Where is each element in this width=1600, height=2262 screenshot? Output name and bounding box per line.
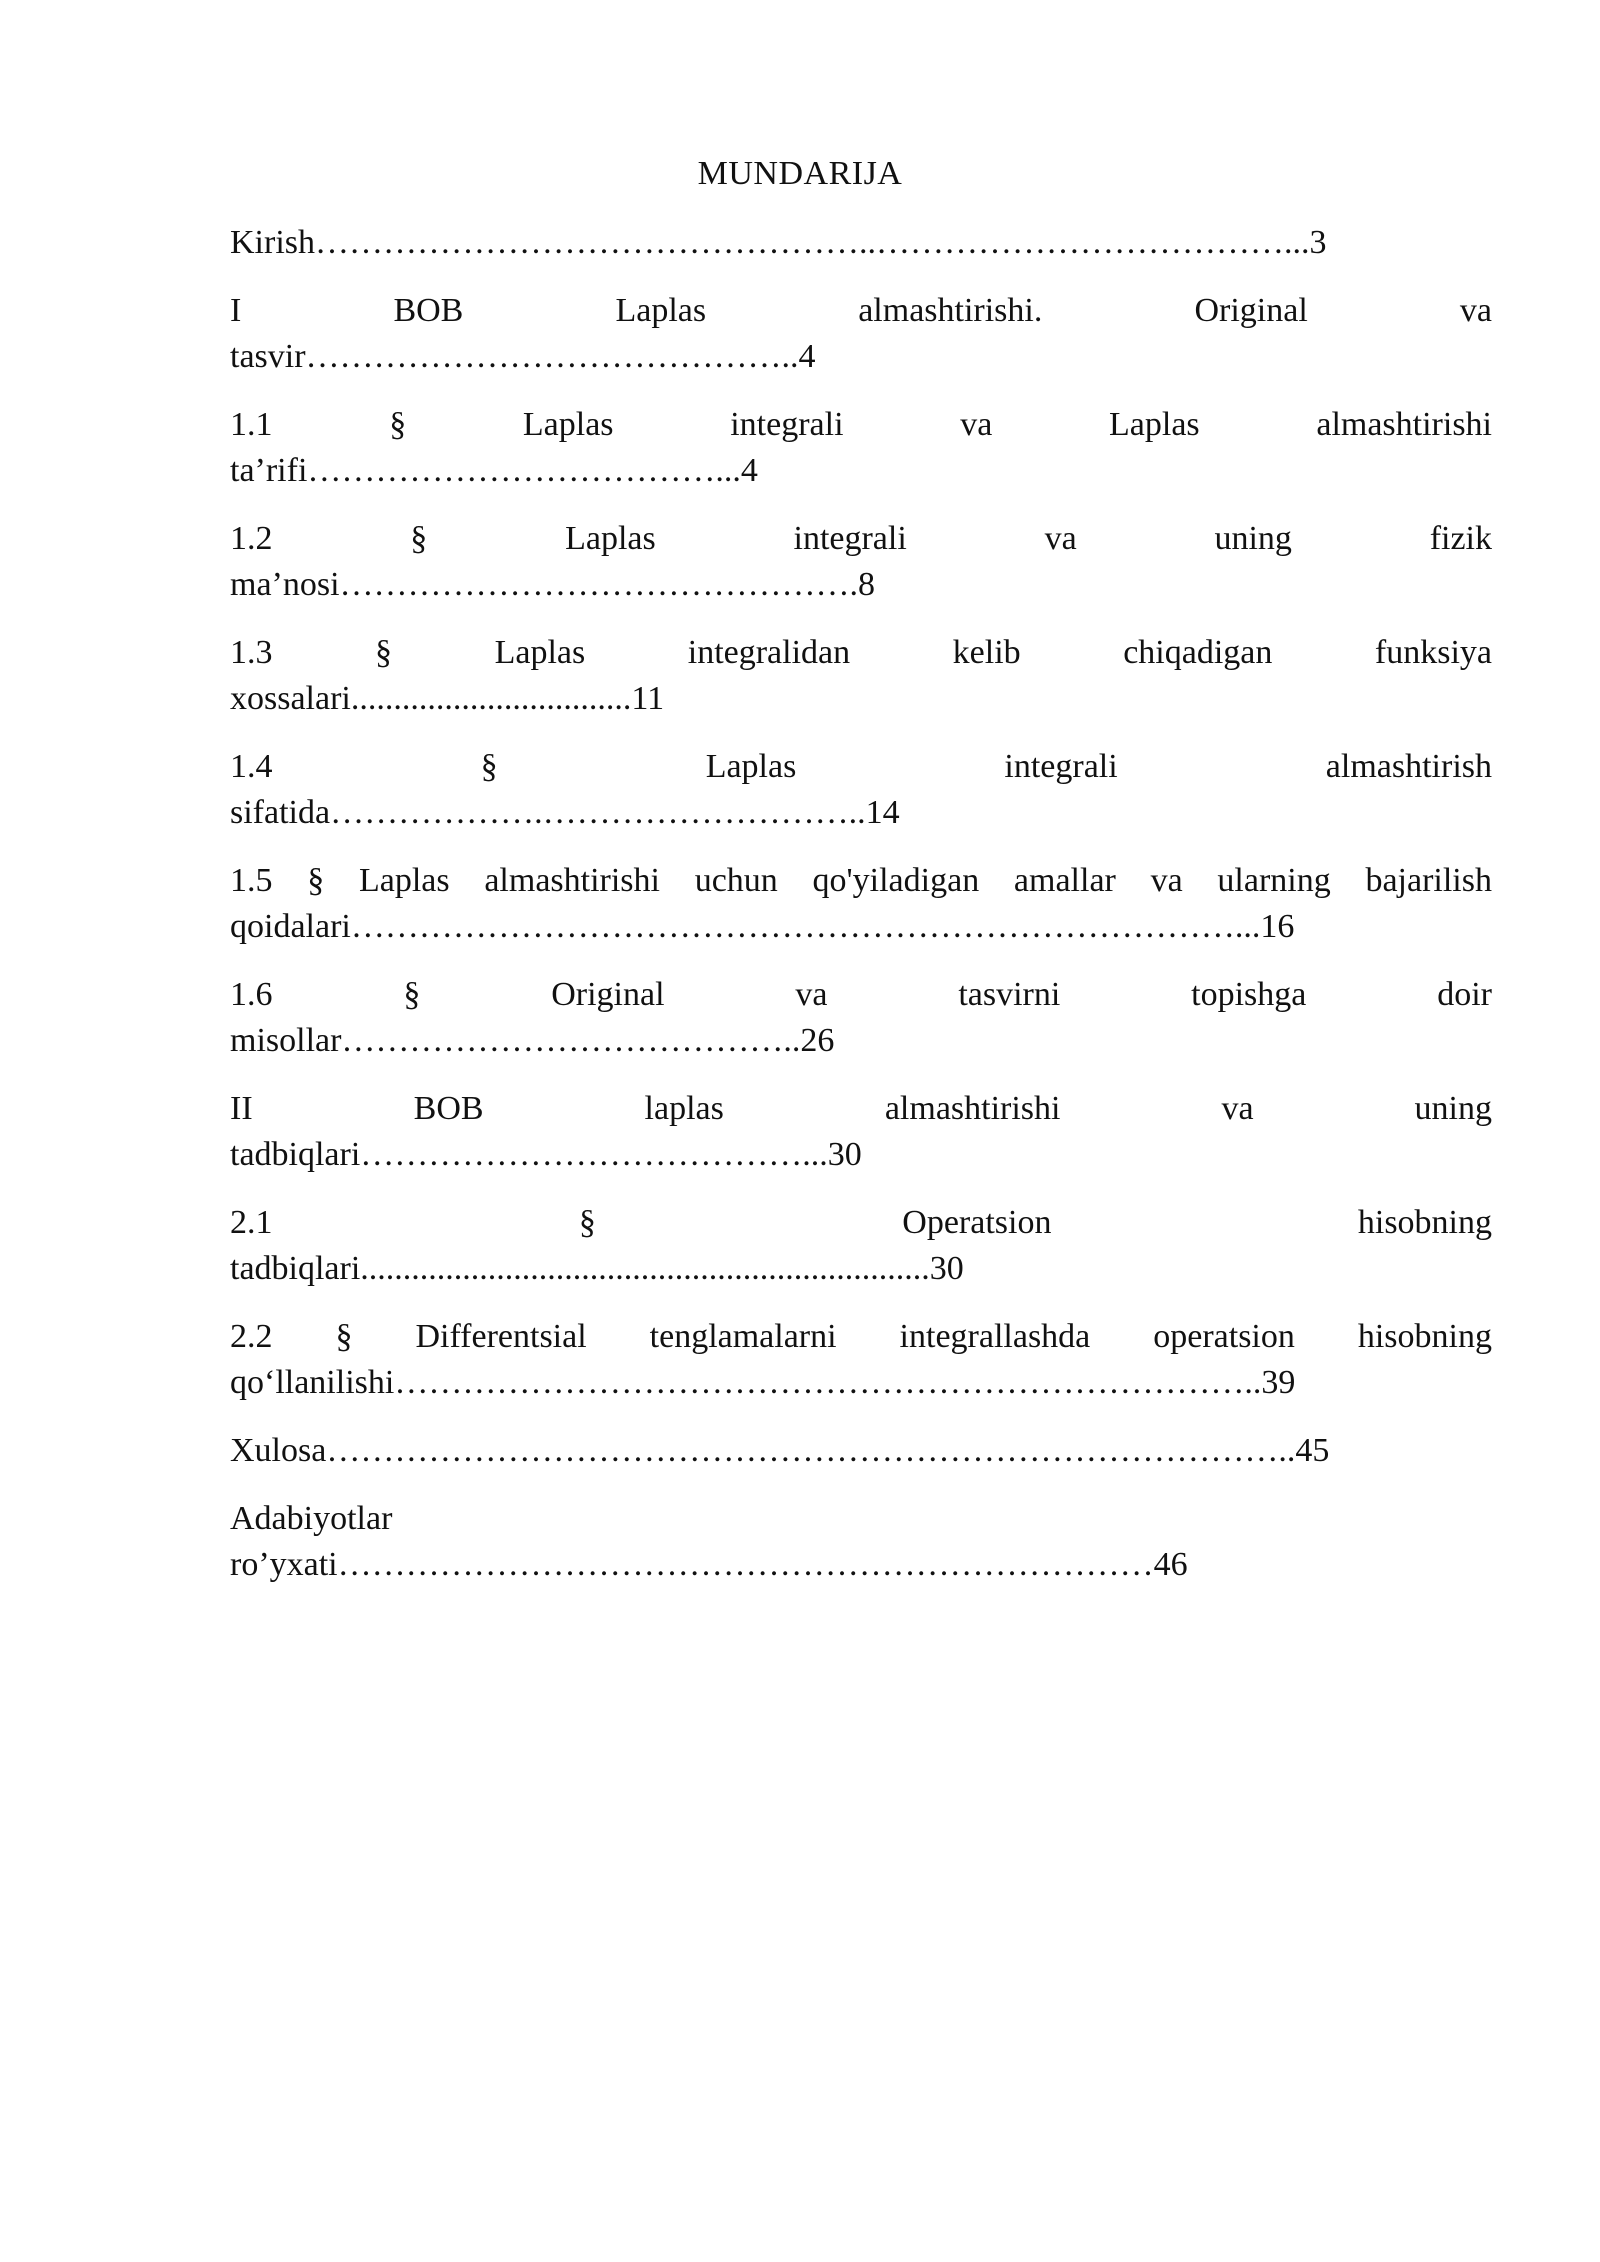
- toc-entry-text: 1.1 § Laplas integrali va Laplas almashtirishi: [230, 406, 1492, 443]
- toc-entry-page-line: tadbiqlari…………………………………...30: [230, 1136, 862, 1173]
- toc-entry-1-1: [230, 402, 1492, 494]
- toc-entry-page-line: ro’yxati………………………………………………………………46: [230, 1546, 1188, 1583]
- toc-entry-page-line: tadbiqlari...................................................................30: [230, 1250, 964, 1287]
- toc-entry-text: 1.4 § Laplas integrali almashtirish: [230, 748, 1492, 785]
- toc-entry-text: 1.6 § Original va tasvirni topishga doir: [230, 976, 1492, 1013]
- toc-entry-1-2: [230, 516, 1492, 608]
- toc-entry-2-1: [230, 1200, 1492, 1292]
- toc-entry-page-line: qoidalari……………………………………………………………………...16: [230, 908, 1295, 945]
- toc-entry-1-3: [230, 630, 1492, 722]
- toc-entry-text: 1.2 § Laplas integrali va uning fizik: [230, 520, 1492, 557]
- toc-entry-text: II BOB laplas almashtirishi va uning: [230, 1090, 1492, 1127]
- toc-entry-kirish: [230, 220, 1492, 266]
- page-title: MUNDARIJA: [697, 155, 903, 192]
- toc-entry-chapter-1: [230, 288, 1492, 380]
- toc-entry-page-line: sifatida……………….………………………..14: [230, 794, 900, 831]
- toc-entry-text: 2.2 § Differentsial tenglamalarni integrallashda operatsion hisobning: [230, 1318, 1492, 1355]
- toc-entry-page-line: ma’nosi……………………………………….8: [230, 566, 876, 603]
- toc-entry-text: Adabiyotlar: [230, 1500, 393, 1537]
- table-of-contents: [230, 220, 1492, 1610]
- toc-entry-1-4: [230, 744, 1492, 836]
- toc-entry-2-2: [230, 1314, 1492, 1406]
- toc-entry-page-line: xossalari.................................11: [230, 680, 665, 717]
- toc-entry-text: Kirish…………………………………………..………………………………...3: [230, 224, 1327, 261]
- toc-entry-adabiyotlar: [230, 1496, 1492, 1588]
- toc-entry-xulosa: [230, 1428, 1492, 1474]
- toc-entry-text: 1.3 § Laplas integralidan kelib chiqadigan funksiya: [230, 634, 1492, 671]
- toc-entry-text: 1.5 § Laplas almashtirishi uchun qo'yiladigan amallar va ularning bajarilish: [230, 862, 1492, 899]
- toc-entry-page-line: qo‘llanilishi…………………………………………………………………..39: [230, 1364, 1296, 1401]
- toc-entry-page-line: ta’rifi………………………………...4: [230, 452, 758, 489]
- toc-entry-chapter-2: [230, 1086, 1492, 1178]
- toc-entry-page-line: tasvir……………………………………..4: [230, 338, 816, 375]
- toc-entry-text: Xulosa…………………………………………………………………………..45: [230, 1432, 1330, 1469]
- toc-entry-page-line: misollar…………………………………..26: [230, 1022, 835, 1059]
- toc-entry-text: I BOB Laplas almashtirishi. Original va: [230, 292, 1492, 329]
- toc-entry-text: 2.1 § Operatsion hisobning: [230, 1204, 1492, 1241]
- toc-entry-1-5: [230, 858, 1492, 950]
- toc-entry-1-6: [230, 972, 1492, 1064]
